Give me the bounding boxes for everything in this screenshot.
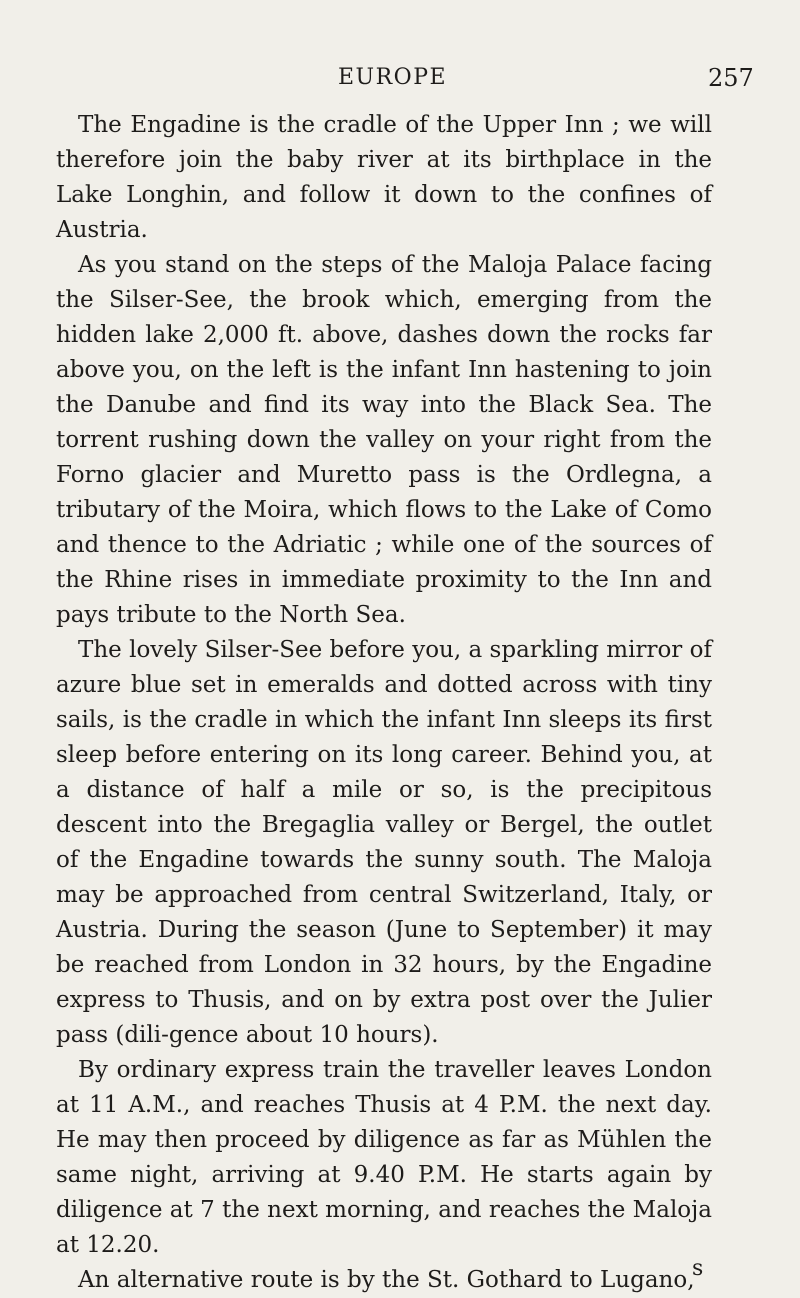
- signature-mark: s: [692, 1256, 704, 1281]
- paragraph-5: An alternative route is by the St. Gothard to Lugano,: [78, 1267, 695, 1293]
- running-title: EUROPE: [338, 65, 448, 90]
- paragraph-2: As you stand on the steps of the Maloja Palace facing the Silser-See, the brook which, emerging from the hidden lake 2,000 ft. above, dashes down the rocks far above you, on the left is the infant Inn hastening to join the Danube and find its way into the Black Sea. The torrent rushing down the valley on your right from the Forno glacier and Muretto pass is the Ordlegna, a tributary of the Moira, which flows to the Lake of Como and thence to the Adriatic ; while one of the sources of the Rhine rises in immediate proximity to the Inn and pays tribute to the North Sea.: [56, 252, 712, 628]
- paragraph-1: The Engadine is the cradle of the Upper Inn ; we will therefore join the baby river at its birthplace in the Lake Longhin, and follow it down to the confines of Austria.: [56, 112, 712, 243]
- page-number: 257: [708, 64, 754, 92]
- body-text: [56, 108, 712, 1298]
- paragraph-3: The lovely Silser-See before you, a sparkling mirror of azure blue set in emeralds and dotted across with tiny sails, is the cradle in which the infant Inn sleeps its first sleep before entering on its long career. Behind you, at a distance of half a mile or so, is the precipitous descent into the Bregaglia valley or Bergel, the outlet of the Engadine towards the sunny south. The Maloja may be approached from central Switzerland, Italy, or Austria. During the season (June to September) it may be reached from London in 32 hours, by the Engadine express to Thusis, and on by extra post over the Julier pass (dili-gence about 10 hours).: [56, 637, 712, 1048]
- paragraph-4: By ordinary express train the traveller leaves London at 11 A.M., and reaches Thusis at 4 P.M. the next day. He may then proceed by diligence as far as Mühlen the same night, arriving at 9.40 P.M. He starts again by diligence at 7 the next morning, and reaches the Maloja at 12.20.: [56, 1057, 712, 1258]
- running-header: [0, 58, 800, 98]
